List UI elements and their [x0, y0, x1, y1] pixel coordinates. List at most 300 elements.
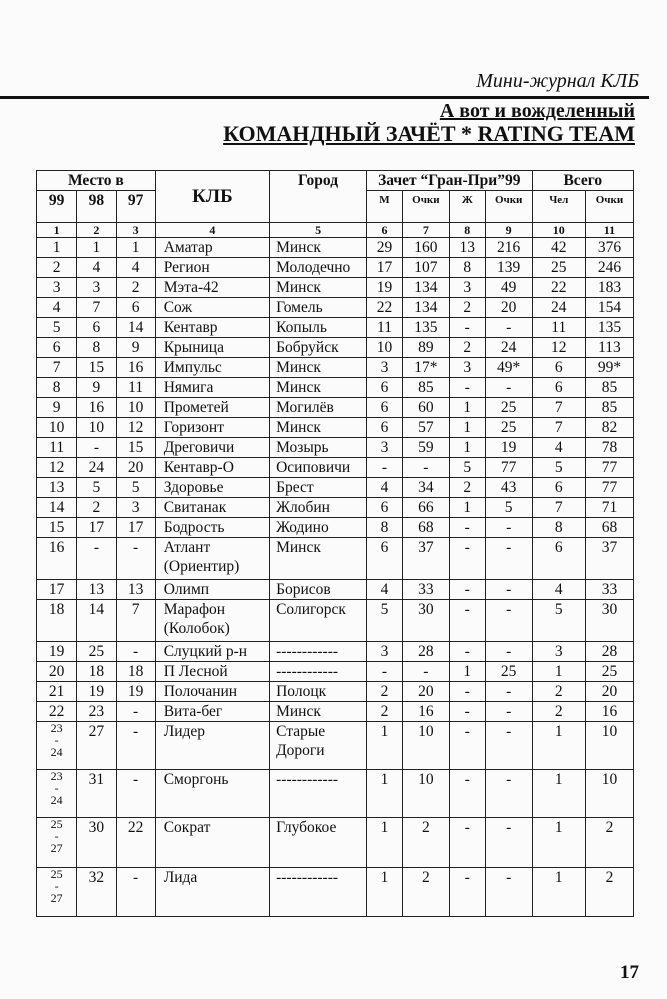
table-row: [37, 278, 634, 298]
women-points: 25: [485, 662, 532, 682]
points-total: 85: [585, 398, 633, 418]
place-97: -: [116, 538, 155, 580]
city: Бобруйск: [270, 338, 367, 358]
people-total: 7: [532, 418, 585, 438]
city: Молодечно: [270, 258, 367, 278]
women-points: -: [485, 600, 532, 642]
points-total: 77: [585, 458, 633, 478]
men-points: 10: [402, 770, 449, 818]
men-points: 2: [402, 868, 449, 917]
men-points: 135: [402, 318, 449, 338]
place-97: -: [116, 770, 155, 818]
women-count: -: [449, 682, 485, 702]
place-97: -: [116, 868, 155, 917]
points-total: 2: [585, 818, 633, 868]
men-count: 11: [367, 318, 403, 338]
points-total: 113: [585, 338, 633, 358]
col-num: 10: [532, 223, 585, 238]
place-98: 32: [77, 868, 116, 917]
club-name: Импульс: [155, 358, 269, 378]
header-people: Чел: [532, 191, 585, 223]
men-points: 2: [402, 818, 449, 868]
place-97: -: [116, 722, 155, 770]
col-num: 5: [270, 223, 367, 238]
club-name: Сократ: [155, 818, 269, 868]
city: Гомель: [270, 298, 367, 318]
club-name: Вита-бег: [155, 702, 269, 722]
points-total: 135: [585, 318, 633, 338]
points-total: 77: [585, 478, 633, 498]
women-count: -: [449, 868, 485, 917]
place-98: 2: [77, 498, 116, 518]
men-points: 160: [402, 238, 449, 258]
women-points: 24: [485, 338, 532, 358]
people-total: 4: [532, 580, 585, 600]
club-name: П Лесной: [155, 662, 269, 682]
place-97: 9: [116, 338, 155, 358]
table-row: [37, 498, 634, 518]
place-98: 8: [77, 338, 116, 358]
place-99: 2: [37, 258, 77, 278]
women-points: 49: [485, 278, 532, 298]
table-row: [37, 318, 634, 338]
place-98: 17: [77, 518, 116, 538]
city: Минск: [270, 538, 367, 580]
people-total: 3: [532, 642, 585, 662]
women-points: -: [485, 722, 532, 770]
men-count: 1: [367, 868, 403, 917]
table-row: [37, 398, 634, 418]
women-count: -: [449, 600, 485, 642]
place-99: 25 - 27: [37, 868, 77, 917]
header-year-98: 98: [77, 191, 116, 223]
women-count: 1: [449, 418, 485, 438]
city: ------------: [270, 642, 367, 662]
place-99: 3: [37, 278, 77, 298]
club-name: Аматар: [155, 238, 269, 258]
women-count: -: [449, 722, 485, 770]
people-total: 1: [532, 662, 585, 682]
women-points: -: [485, 378, 532, 398]
points-total: 25: [585, 662, 633, 682]
col-num: 2: [77, 223, 116, 238]
city: Старые Дороги: [270, 722, 367, 770]
men-points: 37: [402, 538, 449, 580]
place-98: 19: [77, 682, 116, 702]
page-title: КОМАНДНЫЙ ЗАЧЁТ * RATING TEAM: [223, 121, 635, 146]
points-total: 376: [585, 238, 633, 258]
club-name: Свитанак: [155, 498, 269, 518]
place-99: 25 - 27: [37, 818, 77, 868]
place-99: 19: [37, 642, 77, 662]
men-count: 6: [367, 418, 403, 438]
city: Минск: [270, 278, 367, 298]
place-99: 14: [37, 498, 77, 518]
header-points-total: Очки: [585, 191, 633, 223]
table-row: [37, 538, 634, 580]
women-points: -: [485, 682, 532, 702]
city: Могилёв: [270, 398, 367, 418]
club-name: Здоровье: [155, 478, 269, 498]
club-name: Нямига: [155, 378, 269, 398]
place-99: 23 - 24: [37, 770, 77, 818]
place-97: 7: [116, 600, 155, 642]
men-count: 19: [367, 278, 403, 298]
club-name: Атлант (Ориентир): [155, 538, 269, 580]
people-total: 24: [532, 298, 585, 318]
men-points: 134: [402, 298, 449, 318]
women-count: -: [449, 642, 485, 662]
header-year-99: 99: [37, 191, 77, 223]
women-count: -: [449, 580, 485, 600]
points-total: 78: [585, 438, 633, 458]
place-98: 16: [77, 398, 116, 418]
men-points: 34: [402, 478, 449, 498]
place-98: 10: [77, 418, 116, 438]
men-points: 30: [402, 600, 449, 642]
place-99: 13: [37, 478, 77, 498]
men-count: -: [367, 662, 403, 682]
col-num: 1: [37, 223, 77, 238]
club-name: Лида: [155, 868, 269, 917]
header-city: Город: [270, 171, 367, 223]
header-total: Всего: [532, 171, 633, 191]
place-99: 17: [37, 580, 77, 600]
men-points: 10: [402, 722, 449, 770]
men-count: -: [367, 458, 403, 478]
header-points-w: Очки: [485, 191, 532, 223]
place-98: 3: [77, 278, 116, 298]
table-row: [37, 258, 634, 278]
place-99: 6: [37, 338, 77, 358]
place-99: 8: [37, 378, 77, 398]
club-name: Кентавр: [155, 318, 269, 338]
subtitle: А вот и вожделенный: [439, 100, 635, 122]
place-97: 10: [116, 398, 155, 418]
place-99: 11: [37, 438, 77, 458]
place-97: -: [116, 642, 155, 662]
women-points: -: [485, 770, 532, 818]
women-count: 3: [449, 278, 485, 298]
place-99: 5: [37, 318, 77, 338]
city: ------------: [270, 770, 367, 818]
table-row: [37, 298, 634, 318]
place-98: 9: [77, 378, 116, 398]
women-count: -: [449, 702, 485, 722]
place-97: -: [116, 702, 155, 722]
men-count: 3: [367, 642, 403, 662]
place-97: 6: [116, 298, 155, 318]
women-points: 20: [485, 298, 532, 318]
table-row: [37, 600, 634, 642]
points-total: 183: [585, 278, 633, 298]
table-row: [37, 580, 634, 600]
women-count: 1: [449, 438, 485, 458]
place-99: 1: [37, 238, 77, 258]
place-99: 9: [37, 398, 77, 418]
place-97: 5: [116, 478, 155, 498]
women-points: -: [485, 818, 532, 868]
header-w: Ж: [449, 191, 485, 223]
men-points: 85: [402, 378, 449, 398]
men-count: 4: [367, 478, 403, 498]
people-total: 1: [532, 722, 585, 770]
header-points-m: Очки: [402, 191, 449, 223]
place-97: 20: [116, 458, 155, 478]
col-num: 11: [585, 223, 633, 238]
club-name: Кентавр-О: [155, 458, 269, 478]
place-97: 2: [116, 278, 155, 298]
place-99: 15: [37, 518, 77, 538]
men-points: 28: [402, 642, 449, 662]
men-count: 29: [367, 238, 403, 258]
men-points: 16: [402, 702, 449, 722]
table-row: [37, 770, 634, 818]
people-total: 12: [532, 338, 585, 358]
table-row: [37, 868, 634, 917]
points-total: 68: [585, 518, 633, 538]
city: Солигорск: [270, 600, 367, 642]
place-98: 27: [77, 722, 116, 770]
women-count: 2: [449, 478, 485, 498]
place-98: 6: [77, 318, 116, 338]
place-98: 30: [77, 818, 116, 868]
men-count: 2: [367, 702, 403, 722]
people-total: 25: [532, 258, 585, 278]
table-row: [37, 338, 634, 358]
place-97: 3: [116, 498, 155, 518]
table-row: [37, 642, 634, 662]
men-count: 6: [367, 538, 403, 580]
place-97: 13: [116, 580, 155, 600]
points-total: 154: [585, 298, 633, 318]
place-97: 11: [116, 378, 155, 398]
men-count: 5: [367, 600, 403, 642]
points-total: 10: [585, 722, 633, 770]
people-total: 2: [532, 682, 585, 702]
men-count: 6: [367, 378, 403, 398]
women-points: 216: [485, 238, 532, 258]
club-name: Дреговичи: [155, 438, 269, 458]
place-97: 1: [116, 238, 155, 258]
women-count: -: [449, 518, 485, 538]
men-points: 66: [402, 498, 449, 518]
city: Полоцк: [270, 682, 367, 702]
points-total: 99*: [585, 358, 633, 378]
place-99: 18: [37, 600, 77, 642]
place-98: -: [77, 538, 116, 580]
people-total: 42: [532, 238, 585, 258]
city: ------------: [270, 662, 367, 682]
people-total: 6: [532, 538, 585, 580]
city: Минск: [270, 702, 367, 722]
women-count: -: [449, 770, 485, 818]
club-name: Сож: [155, 298, 269, 318]
place-98: 24: [77, 458, 116, 478]
points-total: 246: [585, 258, 633, 278]
people-total: 7: [532, 398, 585, 418]
women-count: 13: [449, 238, 485, 258]
men-points: 57: [402, 418, 449, 438]
place-98: 18: [77, 662, 116, 682]
women-count: 2: [449, 298, 485, 318]
club-name: Полочанин: [155, 682, 269, 702]
col-num: 4: [155, 223, 269, 238]
men-count: 4: [367, 580, 403, 600]
table-row: [37, 702, 634, 722]
place-97: 19: [116, 682, 155, 702]
men-count: 1: [367, 722, 403, 770]
city: Копыль: [270, 318, 367, 338]
women-points: -: [485, 318, 532, 338]
women-points: -: [485, 702, 532, 722]
place-98: 5: [77, 478, 116, 498]
col-num: 6: [367, 223, 403, 238]
women-points: 49*: [485, 358, 532, 378]
col-num: 7: [402, 223, 449, 238]
men-points: 59: [402, 438, 449, 458]
club-name: Горизонт: [155, 418, 269, 438]
women-count: -: [449, 378, 485, 398]
place-98: 1: [77, 238, 116, 258]
table-row: [37, 238, 634, 258]
points-total: 2: [585, 868, 633, 917]
club-name: Марафон (Колобок): [155, 600, 269, 642]
people-total: 2: [532, 702, 585, 722]
men-count: 17: [367, 258, 403, 278]
place-98: 15: [77, 358, 116, 378]
men-count: 2: [367, 682, 403, 702]
women-points: -: [485, 518, 532, 538]
place-97: 17: [116, 518, 155, 538]
table-row: [37, 518, 634, 538]
men-count: 1: [367, 770, 403, 818]
place-99: 7: [37, 358, 77, 378]
men-count: 1: [367, 818, 403, 868]
running-head: Мини-журнал КЛБ: [476, 70, 639, 92]
points-total: 71: [585, 498, 633, 518]
women-count: 2: [449, 338, 485, 358]
men-count: 8: [367, 518, 403, 538]
club-name: Регион: [155, 258, 269, 278]
header-club: КЛБ: [155, 171, 269, 223]
header-grand-prix: Зачет “Гран-При”99: [367, 171, 533, 191]
points-total: 82: [585, 418, 633, 438]
people-total: 8: [532, 518, 585, 538]
city: Борисов: [270, 580, 367, 600]
women-points: 77: [485, 458, 532, 478]
men-count: 6: [367, 398, 403, 418]
city: Жодино: [270, 518, 367, 538]
people-total: 5: [532, 458, 585, 478]
place-99: 21: [37, 682, 77, 702]
table-row: [37, 722, 634, 770]
header-rule: [0, 96, 649, 99]
points-total: 20: [585, 682, 633, 702]
men-points: -: [402, 662, 449, 682]
city: Минск: [270, 238, 367, 258]
city: Мозырь: [270, 438, 367, 458]
place-99: 4: [37, 298, 77, 318]
city: Осиповичи: [270, 458, 367, 478]
women-count: 1: [449, 498, 485, 518]
people-total: 1: [532, 770, 585, 818]
header-year-97: 97: [116, 191, 155, 223]
men-points: 68: [402, 518, 449, 538]
place-97: 18: [116, 662, 155, 682]
city: Глубокое: [270, 818, 367, 868]
place-98: 23: [77, 702, 116, 722]
place-99: 16: [37, 538, 77, 580]
women-count: -: [449, 818, 485, 868]
column-number-row: [37, 223, 634, 238]
club-name: Прометей: [155, 398, 269, 418]
place-98: 31: [77, 770, 116, 818]
club-name: Бодрость: [155, 518, 269, 538]
place-98: 25: [77, 642, 116, 662]
place-97: 14: [116, 318, 155, 338]
city: ------------: [270, 868, 367, 917]
city: Брест: [270, 478, 367, 498]
table-row: [37, 478, 634, 498]
men-points: -: [402, 458, 449, 478]
women-points: -: [485, 868, 532, 917]
place-98: 4: [77, 258, 116, 278]
people-total: 6: [532, 478, 585, 498]
men-count: 6: [367, 498, 403, 518]
women-points: 43: [485, 478, 532, 498]
people-total: 1: [532, 868, 585, 917]
people-total: 22: [532, 278, 585, 298]
people-total: 6: [532, 378, 585, 398]
women-points: -: [485, 642, 532, 662]
table-row: [37, 682, 634, 702]
women-count: 1: [449, 662, 485, 682]
table-row: [37, 418, 634, 438]
women-count: 3: [449, 358, 485, 378]
women-count: -: [449, 318, 485, 338]
men-points: 107: [402, 258, 449, 278]
city: Минск: [270, 358, 367, 378]
points-total: 33: [585, 580, 633, 600]
table-row: [37, 458, 634, 478]
col-num: 8: [449, 223, 485, 238]
place-99: 22: [37, 702, 77, 722]
place-99: 12: [37, 458, 77, 478]
men-points: 134: [402, 278, 449, 298]
women-points: -: [485, 538, 532, 580]
table-body: [37, 238, 634, 917]
city: Минск: [270, 378, 367, 398]
place-98: 13: [77, 580, 116, 600]
table-row: [37, 662, 634, 682]
club-name: Олимп: [155, 580, 269, 600]
rating-table: [36, 170, 634, 917]
men-points: 33: [402, 580, 449, 600]
points-total: 10: [585, 770, 633, 818]
points-total: 28: [585, 642, 633, 662]
women-points: 25: [485, 418, 532, 438]
city: Жлобин: [270, 498, 367, 518]
club-name: Сморгонь: [155, 770, 269, 818]
place-99: 10: [37, 418, 77, 438]
points-total: 37: [585, 538, 633, 580]
place-98: 7: [77, 298, 116, 318]
men-points: 20: [402, 682, 449, 702]
men-count: 3: [367, 358, 403, 378]
header-place: Место в: [37, 171, 156, 191]
club-name: Слуцкий р-н: [155, 642, 269, 662]
